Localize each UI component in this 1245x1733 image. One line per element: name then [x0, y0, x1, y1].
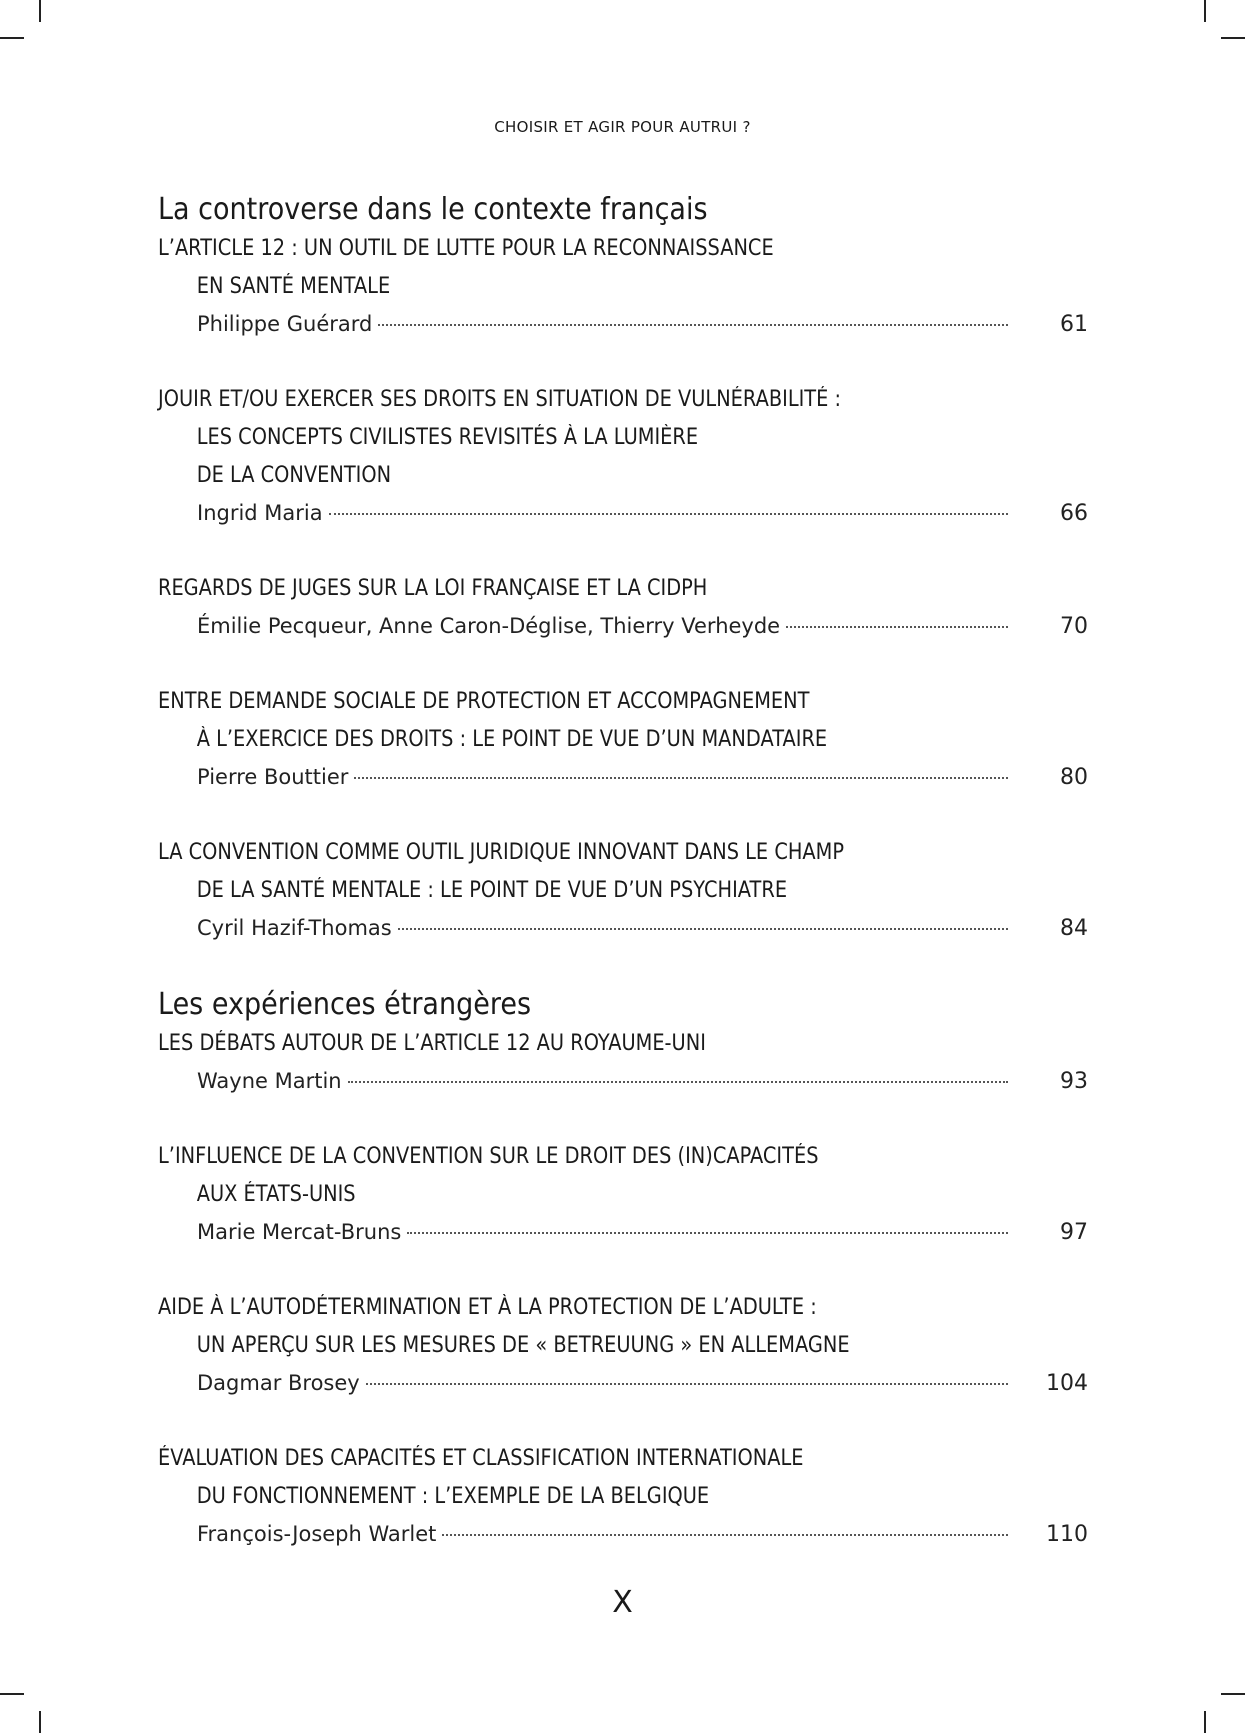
author-row	[158, 910, 1088, 947]
entry-title-line: ÉVALUATION DES CAPACITÉS ET CLASSIFICATION INTERNATIONALE	[158, 1446, 804, 1471]
entry-title-line: JOUIR ET/OU EXERCER SES DROITS EN SITUATION DE VULNÉRABILITÉ :	[158, 387, 842, 412]
dot-leader	[786, 626, 1008, 628]
crop-mark	[1221, 37, 1245, 39]
toc-entry[interactable]	[158, 381, 1088, 532]
toc-entry[interactable]	[158, 683, 1088, 796]
toc-entry[interactable]	[158, 1138, 1088, 1251]
entry-author: Cyril Hazif-Thomas	[197, 916, 392, 940]
entry-page-number: 70	[1060, 614, 1088, 639]
dot-leader	[398, 928, 1008, 930]
entry-title-line: LA CONVENTION COMME OUTIL JURIDIQUE INNOVANT DANS LE CHAMP	[158, 840, 845, 865]
toc-entry[interactable]	[158, 1289, 1088, 1402]
entry-title-line: LES CONCEPTS CIVILISTES REVISITÉS À LA LUMIÈRE	[196, 425, 699, 450]
crop-mark	[0, 37, 24, 39]
dot-leader	[407, 1232, 1008, 1234]
author-row	[158, 306, 1088, 343]
entry-page-number: 61	[1060, 312, 1088, 337]
entry-title-line: DE LA CONVENTION	[196, 463, 392, 488]
entry-title	[158, 381, 1088, 495]
entry-title-line: ENTRE DEMANDE SOCIALE DE PROTECTION ET ACCOMPAGNEMENT	[158, 689, 810, 714]
entry-page-number: 80	[1060, 765, 1088, 790]
entry-title	[158, 230, 1088, 306]
toc-entry[interactable]	[158, 1025, 1088, 1100]
entry-page-number: 97	[1060, 1220, 1088, 1245]
section-title: Les expériences étrangères	[158, 987, 532, 1022]
toc-entry[interactable]	[158, 1440, 1088, 1553]
table-of-contents	[158, 190, 1088, 1591]
entry-author: Ingrid Maria	[197, 501, 323, 525]
entry-author: Pierre Bouttier	[197, 765, 349, 789]
crop-mark	[39, 1711, 41, 1733]
entry-title-line: L’INFLUENCE DE LA CONVENTION SUR LE DROIT DES (IN)CAPACITÉS	[158, 1144, 819, 1169]
dot-leader	[366, 1383, 1008, 1385]
section-title: La controverse dans le contexte français	[158, 192, 708, 227]
entry-title-line: LES DÉBATS AUTOUR DE L’ARTICLE 12 AU ROYAUME-UNI	[158, 1031, 706, 1056]
author-row	[158, 1063, 1088, 1100]
entry-title	[158, 570, 1088, 608]
entry-author: Wayne Martin	[197, 1069, 342, 1093]
entry-page-number: 110	[1046, 1522, 1088, 1547]
entry-title-line: EN SANTÉ MENTALE	[196, 274, 391, 299]
entry-page-number: 93	[1060, 1069, 1088, 1094]
entry-title-line: REGARDS DE JUGES SUR LA LOI FRANÇAISE ET LA CIDPH	[158, 576, 708, 601]
dot-leader	[354, 777, 1008, 779]
entry-title-line: DU FONCTIONNEMENT : L’EXEMPLE DE LA BELGIQUE	[196, 1484, 710, 1509]
author-row	[158, 1516, 1088, 1553]
entry-author: Philippe Guérard	[197, 312, 373, 336]
entry-author: François-Joseph Warlet	[197, 1522, 437, 1546]
toc-entry[interactable]	[158, 230, 1088, 343]
entry-title-line: AUX ÉTATS-UNIS	[196, 1182, 356, 1207]
running-head: CHOISIR ET AGIR POUR AUTRUI ?	[494, 118, 751, 136]
entry-page-number: 104	[1046, 1371, 1088, 1396]
crop-mark	[39, 0, 41, 22]
crop-mark	[0, 1693, 24, 1695]
dot-leader	[329, 513, 1008, 515]
entry-title	[158, 1440, 1088, 1516]
crop-mark	[1204, 0, 1206, 22]
author-row	[158, 495, 1088, 532]
author-row	[158, 759, 1088, 796]
entry-title	[158, 683, 1088, 759]
entry-title	[158, 1138, 1088, 1214]
entry-title-line: UN APERÇU SUR LES MESURES DE « BETREUUNG » EN ALLEMAGNE	[196, 1333, 850, 1358]
entry-title-line: L’ARTICLE 12 : UN OUTIL DE LUTTE POUR LA RECONNAISSANCE	[158, 236, 774, 261]
crop-mark	[1204, 1711, 1206, 1733]
toc-entry[interactable]	[158, 834, 1088, 947]
dot-leader	[378, 324, 1008, 326]
toc-entry[interactable]	[158, 570, 1088, 645]
entry-title-line: DE LA SANTÉ MENTALE : LE POINT DE VUE D’UN PSYCHIATRE	[196, 878, 788, 903]
author-row	[158, 608, 1088, 645]
author-row	[158, 1365, 1088, 1402]
dot-leader	[348, 1081, 1008, 1083]
dot-leader	[442, 1534, 1008, 1536]
entry-page-number: 84	[1060, 916, 1088, 941]
entry-title	[158, 834, 1088, 910]
entry-author: Marie Mercat-Bruns	[197, 1220, 402, 1244]
entry-author: Émilie Pecqueur, Anne Caron-Déglise, Thierry Verheyde	[197, 614, 781, 638]
page-folio: X	[612, 1585, 633, 1620]
entry-title	[158, 1289, 1088, 1365]
author-row	[158, 1214, 1088, 1251]
entry-title-line: À L’EXERCICE DES DROITS : LE POINT DE VUE D’UN MANDATAIRE	[196, 727, 828, 752]
entry-title	[158, 1025, 1088, 1063]
entry-title-line: AIDE À L’AUTODÉTERMINATION ET À LA PROTECTION DE L’ADULTE :	[158, 1295, 817, 1320]
crop-mark	[1221, 1693, 1245, 1695]
entry-author: Dagmar Brosey	[197, 1371, 360, 1395]
entry-page-number: 66	[1060, 501, 1088, 526]
